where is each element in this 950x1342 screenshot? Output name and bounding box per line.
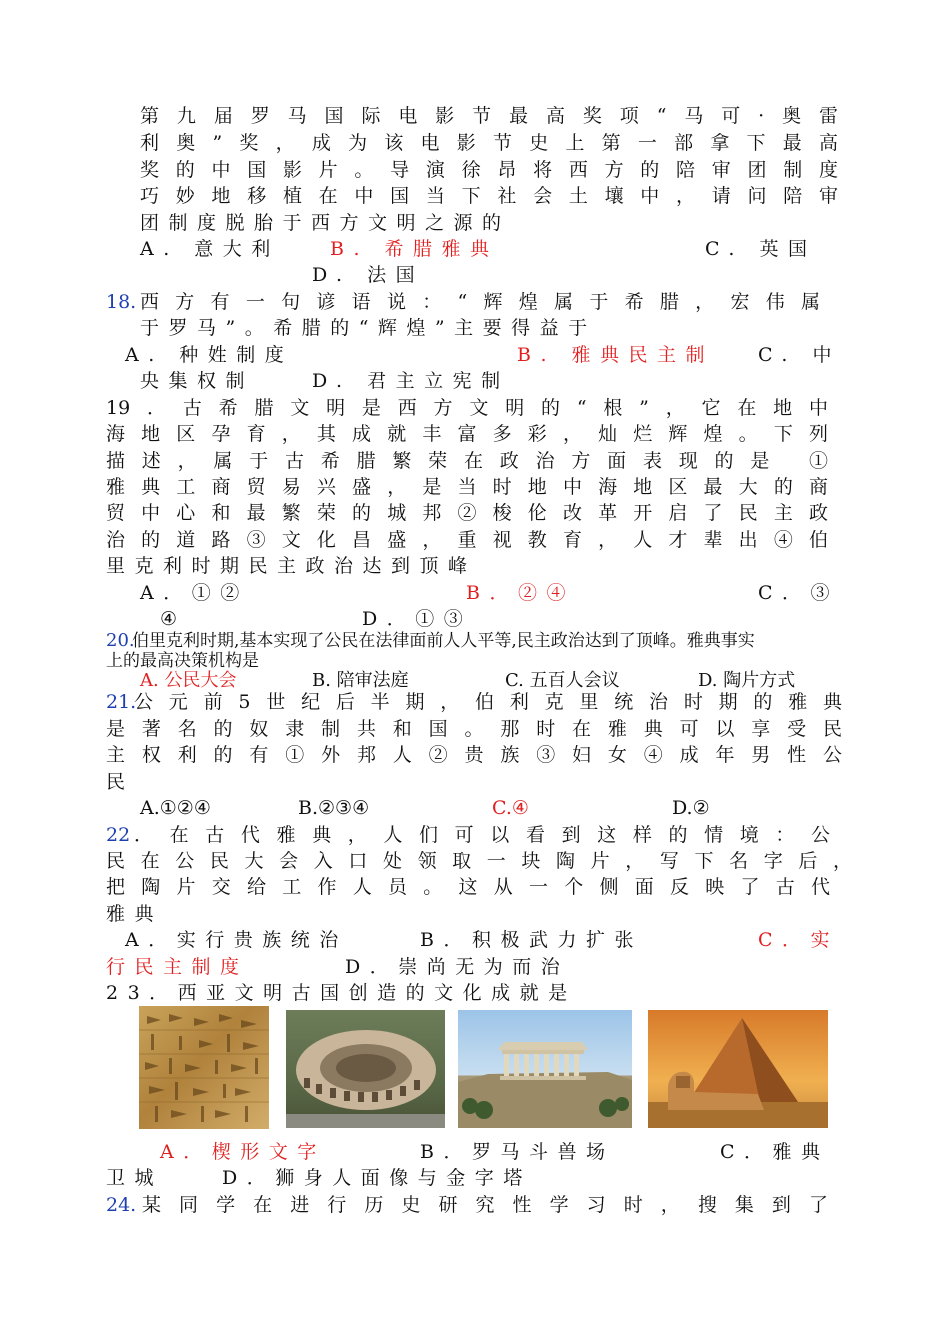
q21-line-3: 主权利的有①外邦人②贵族③妇女④成年男性公 — [106, 744, 842, 766]
q18-option-a: A. 种姓制度 — [125, 344, 294, 366]
q20-number: 20. — [106, 630, 135, 651]
q19-line-6: 治的道路③文化昌盛，重视教育，人才辈出④伯 — [106, 529, 828, 551]
q24-line-1: 某同学在进行历史研究性学习时，搜集到了 — [142, 1194, 828, 1216]
q20-line-2: 上的最高决策机构是 — [106, 651, 259, 671]
q23-option-b: B．罗马斗兽场 — [420, 1141, 615, 1163]
q19-line-7: 里克利时期民主政治达到顶峰 — [106, 555, 477, 577]
q22-option-a: A．实行贵族统治 — [125, 929, 348, 951]
q18-number: 18. — [106, 291, 137, 313]
q18-line-2: 于罗马”。希腊的“辉煌”主要得益于 — [140, 317, 597, 339]
q20-option-b: B. 陪审法庭 — [312, 670, 409, 691]
q19-line-2: 海地区孕育，其成就丰富多彩，灿烂辉煌。下列 — [106, 423, 828, 445]
q17-option-a: A. 意大利 — [140, 238, 280, 260]
q22-line-2: 民在公民大会入口处领取一块陶片，写下名字后， — [106, 850, 852, 872]
q19-option-a: A．①② — [140, 582, 249, 604]
q17-line-3: 奖的中国影片。导演徐昂将西方的陪审团制度 — [140, 159, 838, 181]
q23-option-c-cont: 卫城 — [106, 1167, 164, 1189]
q19-line-4: 雅典工商贸易兴盛，是当时地中海地区最大的商 — [106, 476, 828, 498]
q17-line-1: 第九届罗马国际电影节最高奖项“马可·奥雷 — [140, 105, 838, 127]
q22-option-b: B．积极武力扩张 — [420, 929, 643, 951]
sphinx-pyramid-image — [648, 1010, 828, 1128]
acropolis-drawing — [458, 1010, 632, 1128]
q18-option-c: C. 中 — [758, 344, 841, 366]
q23-option-d: D．狮身人面像与金字塔 — [222, 1167, 532, 1189]
q19-line-1: 19．古希腊文明是西方文明的“根”，它在地中 — [106, 397, 828, 419]
sphinx-pyramid-drawing — [648, 1010, 828, 1128]
q19-line-5: 贸中心和最繁荣的城邦②梭伦改革开启了民主政 — [106, 502, 828, 524]
q22-line-4: 雅典 — [106, 903, 164, 925]
q20-option-a: A. 公民大会 — [140, 670, 237, 691]
q21-option-c: C.④ — [492, 797, 529, 819]
q18-option-c-cont: 央集权制 — [140, 370, 255, 392]
q19-option-b: B．②④ — [466, 582, 575, 604]
q22-line-3: 把陶片交给工作人员。这从一个侧面反映了古代 — [106, 876, 830, 898]
acropolis-image — [458, 1010, 632, 1128]
q17-line-4: 巧妙地移植在中国当下社会土壤中，请问陪审 — [140, 185, 838, 207]
q18-option-b: B. 雅典民主制 — [517, 344, 715, 366]
q17-line-5: 团制度脱胎于西方文明之源的 — [140, 212, 511, 234]
q21-option-d: D.② — [672, 797, 710, 819]
q23-line-1: 23．西亚文明古国创造的文化成就是 — [106, 982, 577, 1004]
cuneiform-marks — [139, 1006, 269, 1129]
q22-option-c-cont: 行民主制度 — [106, 956, 249, 978]
q21-option-a: A.①②④ — [140, 797, 211, 819]
q21-line-1: 公元前5世纪后半期，伯利克里统治时期的雅典 — [134, 691, 842, 713]
q17-option-b: B. 希腊雅典 — [330, 238, 499, 260]
q24-number: 24. — [106, 1194, 137, 1216]
q20-line-1: 伯里克利时期,基本实现了公民在法律面前人人平等,民主政治达到了顶峰。雅典事实 — [132, 631, 755, 651]
q22-line-1: ．在古代雅典，人们可以看到这样的情境：公 — [134, 824, 830, 846]
q21-number: 21. — [106, 691, 137, 713]
q22-option-c: C．实 — [758, 929, 840, 951]
q17-line-2: 利奥”奖，成为该电影节史上第一部拿下最高 — [140, 132, 838, 154]
q18-line-1: 西方有一句谚语说：“辉煌属于希腊，宏伟属 — [140, 291, 820, 313]
q22-option-d: D．崇尚无为而治 — [345, 956, 570, 978]
q19-option-c-cont: ④ — [160, 608, 187, 630]
q19-line-3: 描述，属于古希腊繁荣在政治方面表现的是 ① — [106, 450, 828, 472]
q21-line-4: 民 — [106, 771, 135, 793]
q18-option-d: D. 君主立宪制 — [312, 370, 510, 392]
colosseum-image — [286, 1010, 445, 1128]
cuneiform-tablet-image — [139, 1006, 269, 1129]
q17-option-d: D. 法国 — [312, 264, 425, 286]
q21-option-b: B.②③④ — [298, 797, 370, 819]
q21-line-2: 是著名的奴隶制共和国。那时在雅典可以享受民 — [106, 718, 842, 740]
q19-option-c: C．③ — [758, 582, 840, 604]
q22-number: 22 — [106, 824, 131, 846]
q20-option-d: D. 陶片方式 — [698, 670, 796, 691]
q23-option-a: A．楔形文字 — [160, 1141, 326, 1163]
colosseum-drawing — [286, 1010, 445, 1128]
q19-option-d: D．①③ — [362, 608, 473, 630]
q23-option-c: C．雅典 — [720, 1141, 830, 1163]
q20-option-c: C. 五百人会议 — [505, 670, 620, 691]
q17-option-c: C. 英国 — [705, 238, 817, 260]
